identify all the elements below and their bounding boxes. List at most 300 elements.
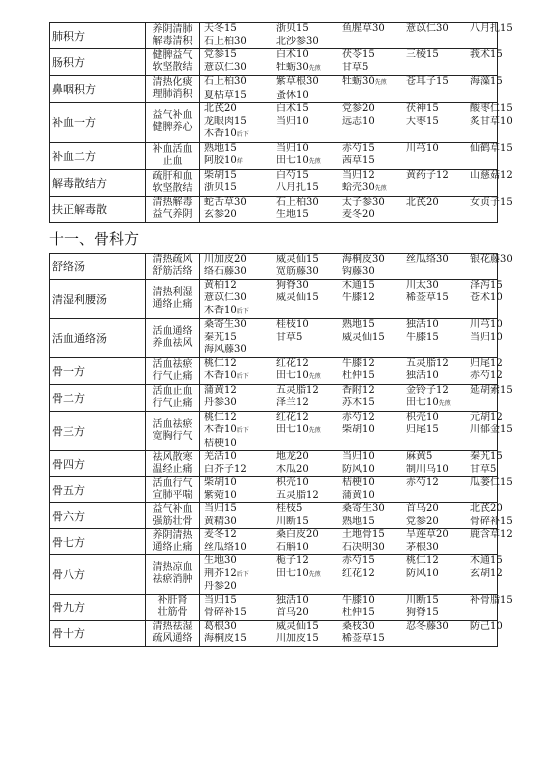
ingredient <box>470 424 524 438</box>
formula-row <box>50 142 498 169</box>
ingredient-text: 鹿含草12 <box>470 529 513 540</box>
ingredient <box>276 254 342 267</box>
ingredient-line <box>204 581 497 594</box>
ingredients-cell <box>200 477 513 503</box>
ingredient-text: 苍耳子15 <box>406 76 449 87</box>
ingredient <box>342 266 406 279</box>
function-line: 通络止痛 <box>152 298 193 310</box>
formula-name: 活血通络汤 <box>50 319 146 358</box>
ingredient-text: 川芎10 <box>406 142 439 154</box>
orthopedic-formula-table <box>49 253 513 647</box>
ingredient-line <box>204 503 503 516</box>
ingredient <box>342 595 406 608</box>
ingredient <box>204 607 276 620</box>
ingredient-text: 田七10 <box>276 424 309 435</box>
ingredient-line <box>204 23 513 36</box>
ingredient-line <box>204 155 497 169</box>
ingredient-text: 丝瓜络30 <box>406 253 449 265</box>
ingredient-line <box>204 253 513 267</box>
ingredient <box>342 412 406 425</box>
ingredient <box>276 516 342 529</box>
formula-name: 肺积方 <box>50 23 146 49</box>
ingredient <box>470 568 524 582</box>
function-line: 疏肝和血 <box>152 170 193 182</box>
ingredient <box>470 197 524 210</box>
ingredient-line <box>204 142 513 156</box>
ingredient <box>276 332 342 345</box>
ingredient-text: 当归10 <box>276 142 309 154</box>
ingredient-line <box>204 477 513 490</box>
ingredient-line <box>204 555 503 568</box>
ingredient-note: 先煎 <box>308 158 321 165</box>
ingredient-note: 后下 <box>236 131 249 138</box>
ingredient <box>406 477 470 490</box>
ingredient-text: 薏苡仁30 <box>204 61 247 73</box>
ingredient <box>406 385 470 398</box>
ingredient-text: 木香10 <box>204 128 237 139</box>
ingredient <box>342 568 406 582</box>
ingredient-text: 海藻15 <box>470 76 503 87</box>
ingredient-text: 当归10 <box>470 331 503 343</box>
ingredient-text: 络石藤30 <box>204 266 247 277</box>
ingredient-text: 蛤壳30 <box>342 182 375 193</box>
ingredient <box>204 621 276 634</box>
ingredient-line <box>204 169 513 183</box>
section-title: 十一、骨科方 <box>49 229 140 248</box>
ingredient-text: 桑白皮20 <box>276 529 319 540</box>
formula-row <box>50 279 498 319</box>
ingredient <box>276 155 342 169</box>
ingredient-text: 狗脊15 <box>406 607 439 618</box>
ingredient <box>204 344 276 357</box>
ingredient <box>276 568 342 582</box>
ingredient <box>470 370 524 384</box>
ingredient-line <box>204 397 497 411</box>
ingredient-text: 太子参30 <box>342 196 385 208</box>
formula-row <box>50 411 498 451</box>
ingredient <box>204 358 276 371</box>
ingredient-text: 土地骨15 <box>342 529 385 540</box>
ingredient-text: 五灵脂12 <box>276 384 319 396</box>
ingredient-line <box>204 464 497 477</box>
ingredient <box>470 254 524 267</box>
ingredient-text: 瓜蒌仁15 <box>470 477 513 488</box>
ingredient-text: 蒲黄12 <box>204 384 237 396</box>
formula-row <box>50 451 498 477</box>
ingredient <box>204 280 276 293</box>
ingredient <box>204 103 276 116</box>
formula-function <box>146 319 200 358</box>
formula-name: 骨五方 <box>50 477 146 503</box>
ingredient-line <box>204 633 497 646</box>
formula-function <box>146 620 200 646</box>
ingredient-text: 龙眼肉15 <box>204 115 247 127</box>
formula-row <box>50 319 498 358</box>
ingredient-text: 蛇舌草30 <box>204 196 247 208</box>
ingredient-text: 桑寄生30 <box>342 503 385 514</box>
ingredient-text: 鱼腥草30 <box>342 23 385 34</box>
ingredient <box>470 319 524 332</box>
formula-name: 骨四方 <box>50 451 146 477</box>
ingredient-text: 田七10 <box>276 155 309 166</box>
ingredient <box>470 385 524 398</box>
ingredient <box>406 542 470 555</box>
ingredient <box>342 280 406 293</box>
ingredient-text: 牛膝12 <box>342 292 375 303</box>
ingredient <box>470 143 524 156</box>
function-line: 祛瘀消肿 <box>152 574 193 586</box>
ingredient-line <box>204 529 513 542</box>
ingredient-text: 田七10 <box>276 567 309 579</box>
ingredients-cell <box>200 279 503 319</box>
ingredient-note: 后下 <box>236 570 249 578</box>
ingredient-text: 白术15 <box>276 103 309 114</box>
ingredient-text: 丹参30 <box>204 397 237 408</box>
function-line: 养血祛风 <box>152 337 193 349</box>
ingredient-text: 仙鹤草15 <box>470 142 513 154</box>
function-line: 益气养阴 <box>152 209 193 220</box>
ingredient <box>276 358 342 371</box>
ingredient-text: 栀子12 <box>276 555 309 566</box>
formula-function <box>146 555 200 595</box>
ingredient-text: 阿胶10 <box>204 155 237 166</box>
ingredient <box>204 503 276 516</box>
function-line: 清热解毒 <box>152 197 193 208</box>
ingredients-cell <box>200 319 503 358</box>
ingredient <box>204 451 276 464</box>
ingredient <box>406 170 470 183</box>
ingredient-text: 杜仲15 <box>342 607 375 618</box>
ingredient <box>470 116 524 129</box>
ingredient-text: 北芪20 <box>406 196 439 208</box>
ingredient <box>204 62 276 76</box>
ingredient-text: 女贞子15 <box>470 196 513 208</box>
ingredient-text: 狗脊30 <box>276 279 309 291</box>
ingredient <box>204 385 276 398</box>
ingredient <box>342 103 406 116</box>
ingredient <box>204 254 276 267</box>
function-line: 活血祛瘀 <box>152 358 193 370</box>
formula-function <box>146 76 200 103</box>
ingredient-line <box>204 594 513 608</box>
ingredient-text: 当归12 <box>342 169 375 181</box>
ingredient <box>406 23 470 36</box>
ingredient <box>204 595 276 608</box>
ingredient-text: 三棱15 <box>406 49 439 60</box>
formula-function <box>146 196 200 222</box>
ingredient <box>406 116 470 129</box>
ingredient <box>342 62 406 76</box>
ingredient <box>406 555 470 568</box>
ingredient <box>204 370 276 384</box>
ingredients-cell <box>200 357 503 384</box>
ingredient <box>204 90 276 103</box>
ingredient-text: 田七10 <box>406 397 439 408</box>
ingredient <box>470 49 524 62</box>
function-line: 祛风散寒 <box>152 451 193 463</box>
ingredient-text: 忍冬藤30 <box>406 620 449 632</box>
ingredient-text: 杜仲15 <box>342 370 375 381</box>
ingredient <box>470 555 524 568</box>
ingredient-text: 枳壳10 <box>406 411 439 423</box>
ingredient-text: 夏枯草15 <box>204 89 247 101</box>
function-line: 活血通络 <box>152 325 193 337</box>
ingredient <box>204 542 276 555</box>
ingredient-text: 香附12 <box>342 384 375 396</box>
ingredient-text: 川太30 <box>406 279 439 291</box>
ingredient-text: 桂枝5 <box>276 503 303 514</box>
ingredient-text: 桔梗10 <box>204 437 237 449</box>
function-line: 止血 <box>162 155 183 167</box>
function-line: 健脾养心 <box>152 122 193 134</box>
function-line: 宽胸行气 <box>152 430 193 442</box>
ingredient <box>470 529 524 542</box>
ingredient-text: 浙贝15 <box>204 182 237 193</box>
ingredient-text: 海风藤30 <box>204 344 247 355</box>
function-line: 补肝肾 <box>157 595 188 606</box>
ingredient-text: 白芥子12 <box>204 463 247 475</box>
ingredient-text: 红花12 <box>342 567 375 579</box>
function-line: 清热利湿 <box>152 286 193 298</box>
ingredient-text: 骨碎补15 <box>470 515 513 527</box>
ingredient-text: 紫草根30 <box>276 76 319 87</box>
ingredient-line <box>204 331 503 345</box>
formula-row <box>50 529 498 555</box>
ingredient <box>470 332 524 345</box>
ingredient <box>470 103 524 116</box>
ingredient-text: 麻黄5 <box>406 451 433 462</box>
formula-function <box>146 253 200 279</box>
ingredient <box>342 358 406 371</box>
ingredient-text: 八月扎15 <box>470 23 513 34</box>
ingredient-text: 桃仁12 <box>204 411 237 423</box>
ingredient-text: 丹参20 <box>204 581 237 592</box>
ingredient-text: 玄参20 <box>204 209 237 220</box>
ingredient <box>406 529 470 542</box>
formula-row <box>50 169 498 196</box>
ingredient-text: 枳壳10 <box>276 477 309 488</box>
ingredients-cell <box>200 103 513 143</box>
ingredients-cell <box>200 49 503 76</box>
ingredient-text: 旱莲草20 <box>406 529 449 540</box>
ingredient-text: 秦艽15 <box>470 451 503 462</box>
ingredient <box>342 319 406 332</box>
ingredient-text: 炙甘草10 <box>470 115 513 127</box>
ingredient-text: 牛膝15 <box>406 331 439 343</box>
ingredient-text: 川断15 <box>276 515 309 527</box>
ingredient <box>406 621 470 634</box>
ingredient <box>406 143 470 156</box>
ingredient <box>470 23 524 36</box>
ingredient <box>276 451 342 464</box>
ingredient-text: 木通15 <box>342 279 375 291</box>
ingredient-text: 威灵仙15 <box>276 253 319 265</box>
ingredient <box>204 424 276 438</box>
ingredient-text: 川加皮20 <box>204 253 247 265</box>
ingredient <box>204 23 276 36</box>
formula-row <box>50 384 498 411</box>
ingredient <box>204 581 276 594</box>
function-line: 软坚散结 <box>152 62 193 73</box>
ingredient-text: 党参15 <box>204 49 237 60</box>
ingredient-text: 熟地15 <box>342 515 375 527</box>
ingredient-text: 桂枝10 <box>276 319 309 330</box>
ingredient-text: 川郁金15 <box>470 424 513 435</box>
ingredient-text: 紫菀10 <box>204 489 237 501</box>
ingredient <box>342 451 406 464</box>
ingredient <box>406 292 470 305</box>
ingredient-text: 丝瓜络10 <box>204 541 247 553</box>
ingredient <box>276 209 342 222</box>
formula-name: 鼻咽积方 <box>50 76 146 103</box>
ingredient-text: 当归10 <box>276 115 309 127</box>
page <box>49 22 513 647</box>
ingredient <box>276 633 342 646</box>
ingredient-text: 木香10 <box>204 370 237 381</box>
ingredient-text: 桃仁12 <box>406 555 439 566</box>
formula-name: 骨六方 <box>50 503 146 529</box>
ingredient <box>470 412 524 425</box>
ingredient <box>406 568 470 582</box>
ingredient-text: 防风10 <box>342 463 375 475</box>
formula-name: 骨二方 <box>50 384 146 411</box>
ingredient <box>342 555 406 568</box>
ingredient-note: 先煎 <box>308 373 321 380</box>
ingredient-text: 元胡12 <box>470 411 503 423</box>
ingredient-line <box>204 515 513 529</box>
ingredient-text: 白术10 <box>276 49 309 60</box>
ingredient <box>342 529 406 542</box>
ingredient <box>276 424 342 438</box>
ingredient <box>276 542 342 555</box>
formula-row <box>50 253 498 279</box>
ingredient <box>276 197 342 210</box>
ingredient <box>470 280 524 293</box>
ingredient-text: 归尾12 <box>470 357 503 369</box>
ingredient-text: 石上柏30 <box>204 35 247 47</box>
ingredient-line <box>204 490 497 503</box>
function-line: 疏风通络 <box>152 633 193 644</box>
ingredients-cell <box>200 620 503 646</box>
ingredient <box>276 477 342 490</box>
ingredient-text: 北芪20 <box>204 103 237 114</box>
ingredient <box>342 490 406 503</box>
ingredient-text: 熟地15 <box>342 319 375 330</box>
ingredient <box>406 358 470 371</box>
formula-row <box>50 477 498 503</box>
ingredient-text: 茯苓15 <box>342 49 375 60</box>
ingredient-note: 烊 <box>236 158 243 165</box>
formula-function <box>146 384 200 411</box>
ingredients-cell <box>200 555 503 595</box>
ingredient <box>276 412 342 425</box>
ingredient <box>342 633 406 646</box>
ingredient-text: 石上柏30 <box>204 76 247 87</box>
ingredient-text: 海桐皮30 <box>342 253 385 265</box>
ingredient-text: 桔梗10 <box>342 477 375 488</box>
ingredient-text: 麦冬12 <box>204 529 237 540</box>
ingredients-cell <box>200 411 513 451</box>
ingredient-line <box>204 305 497 319</box>
ingredient <box>342 116 406 129</box>
function-line: 健脾益气 <box>152 50 193 61</box>
ingredient-text: 柴胡10 <box>204 477 237 488</box>
function-line: 理肺消积 <box>152 89 193 100</box>
ingredient <box>276 36 342 49</box>
ingredient-text: 钩藤30 <box>342 266 375 277</box>
ingredient-line <box>204 344 497 357</box>
ingredient <box>204 633 276 646</box>
ingredient-text: 五灵脂12 <box>406 357 449 369</box>
formula-name: 舒络汤 <box>50 253 146 279</box>
ingredient-note: 先煎 <box>308 64 321 72</box>
ingredient <box>276 292 342 305</box>
function-line: 温经止痛 <box>152 463 193 475</box>
function-line: 软坚散结 <box>152 182 193 194</box>
ingredient <box>406 103 470 116</box>
ingredient-text: 制川乌10 <box>406 463 449 475</box>
ingredient <box>204 305 276 319</box>
ingredient <box>204 332 276 345</box>
formula-name: 骨八方 <box>50 555 146 595</box>
ingredient <box>204 319 276 332</box>
ingredient <box>342 292 406 305</box>
function-line: 清热化痰 <box>152 77 193 88</box>
ingredient <box>406 607 470 620</box>
ingredient-text: 威灵仙15 <box>276 292 319 303</box>
ingredient-text: 牡蛎30 <box>276 61 309 73</box>
ingredient-text: 补骨脂15 <box>470 594 513 606</box>
ingredient-text: 苏木15 <box>342 397 375 408</box>
ingredient-text: 山慈菇12 <box>470 169 513 181</box>
ingredient <box>406 49 470 62</box>
formula-function <box>146 279 200 319</box>
ingredient <box>276 385 342 398</box>
ingredients-cell <box>200 594 513 620</box>
ingredient-text: 首乌20 <box>406 503 439 514</box>
function-line: 强筋壮骨 <box>152 515 193 527</box>
ingredient <box>204 412 276 425</box>
ingredient <box>204 438 276 451</box>
function-line: 清热凉血 <box>152 562 193 574</box>
ingredient <box>342 424 406 438</box>
ingredient-line <box>204 370 503 384</box>
ingredient-note: 先煎 <box>308 570 321 578</box>
ingredient <box>342 49 406 62</box>
ingredient <box>276 90 342 103</box>
ingredient-text: 玄胡12 <box>470 567 503 579</box>
ingredient <box>276 529 342 542</box>
ingredient <box>406 197 470 210</box>
ingredient-line <box>204 292 503 305</box>
ingredient <box>204 182 276 196</box>
ingredient <box>342 464 406 477</box>
ingredient-text: 葛根30 <box>204 620 237 632</box>
ingredient <box>406 464 470 477</box>
ingredient <box>276 170 342 183</box>
ingredient-line <box>204 209 497 222</box>
ingredient-text: 浙贝15 <box>276 23 309 34</box>
ingredient <box>342 155 406 169</box>
ingredient <box>342 516 406 529</box>
ingredient-text: 木香10 <box>204 424 237 435</box>
ingredient <box>276 319 342 332</box>
ingredient-text: 川加皮15 <box>276 633 319 644</box>
ingredients-cell <box>200 503 513 529</box>
ingredient-text: 威灵仙15 <box>276 620 319 632</box>
ingredient-text: 稀莶草15 <box>406 292 449 303</box>
function-line: 益气补血 <box>152 110 193 122</box>
